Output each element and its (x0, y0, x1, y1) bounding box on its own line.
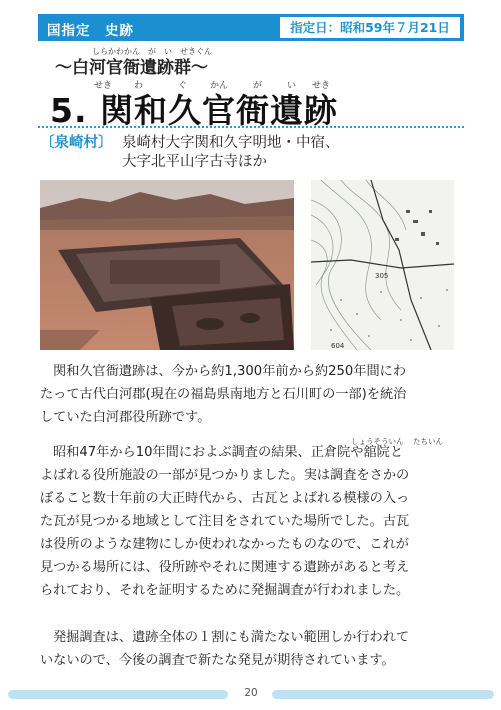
ruby-annotation: たちいん (413, 437, 443, 446)
excavation-photo (40, 180, 294, 350)
header-bar (38, 14, 464, 41)
location-line: 大字北平山字古寺ほか (122, 154, 267, 170)
subtitle-ruby: しらかわかん が い せきぐん (92, 47, 212, 56)
page-title: 5. 関和久官衙遺跡 (50, 91, 338, 130)
location-label: 〔泉崎村〕 (40, 135, 113, 151)
map-label: 305 (375, 272, 389, 280)
body-paragraph (40, 441, 464, 602)
text-line: よばれる役所施設の一部が見つかりました。実は調査をさかの (40, 468, 410, 483)
title-ruby: い (287, 81, 297, 91)
ruby-annotation: しょうそういん (351, 437, 404, 446)
body-paragraph (40, 626, 464, 672)
text-line: は役所のような建物にしか使われなかったものなので、これが (40, 537, 409, 552)
subtitle: 〜白河官衙遺跡群〜 (55, 58, 208, 78)
text-line: 関和久官衙遺跡は、今から約1,300年前から約250年間にわ (53, 364, 407, 379)
text-line: たって古代白河郡(現在の福島県南地方と石川町の一部)を統治 (40, 387, 407, 402)
map-label: 604 (331, 342, 345, 350)
title-ruby: ぐ (178, 81, 188, 91)
text-line: 昭和47年から10年間におよぶ調査の結果、正倉院や舘院と (53, 445, 404, 460)
text-line: た瓦が見つかる地域として注目をされていた場所でした。古瓦 (40, 514, 410, 529)
text-line: 見つかる場所には、役所跡やそれに関連する遺跡があると考え (40, 560, 410, 575)
body-paragraph (40, 360, 464, 429)
text-line: いないので、今後の調査で新たな発見が期待されています。 (40, 653, 395, 668)
designation-date: 指定日：昭和59年７月21日 (280, 17, 460, 38)
title-ruby: かん (210, 81, 229, 91)
footer-bar-right (272, 690, 494, 699)
location-line: 泉崎村大字関和久字明地・中宿、 (122, 135, 340, 151)
text-line: ぼること数十年前の大正時代から、古瓦とよばれる模様の入っ (40, 491, 410, 506)
title-ruby: せき (312, 81, 331, 91)
text-line: られており、それを証明するために発掘調査が行われました。 (40, 583, 410, 598)
text-line: 発掘調査は、遺跡全体の１割にも満たない範囲しか行われて (53, 630, 410, 645)
location-map (311, 180, 454, 350)
dotted-divider (38, 126, 464, 128)
title-ruby: わ (134, 81, 144, 91)
text-line: していた白河郡役所跡です。 (40, 410, 211, 425)
page-number: 20 (244, 687, 258, 699)
category-label: 国指定 史跡 (47, 23, 134, 39)
footer-bar-left (8, 690, 228, 699)
title-ruby: が (253, 81, 263, 91)
title-ruby: せき (94, 81, 113, 91)
